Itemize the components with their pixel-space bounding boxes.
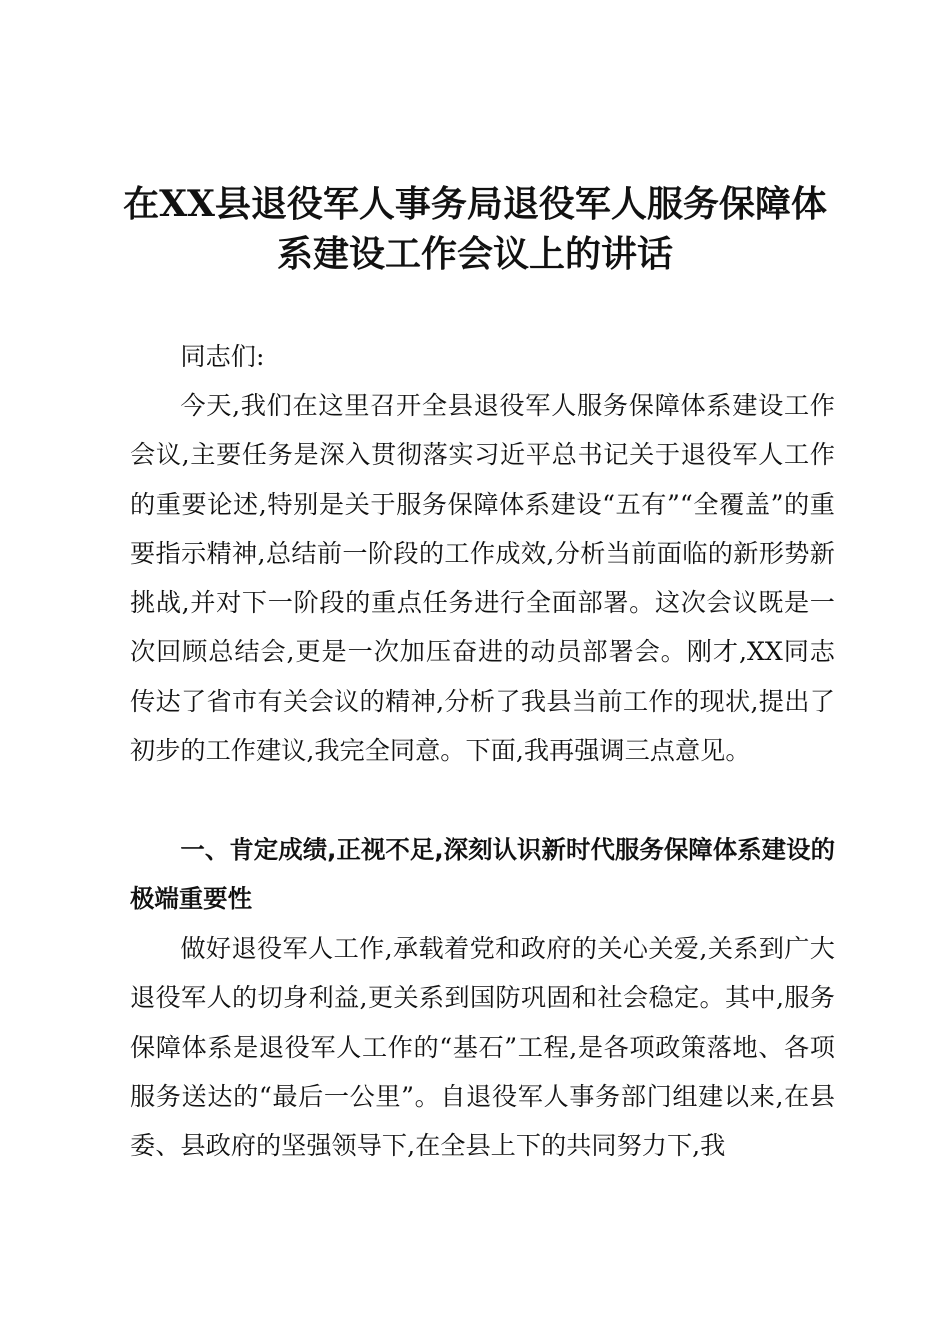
paragraph-section-1: 做好退役军人工作,承载着党和政府的关心关爱,关系到广大退役军人的切身利益,更关系到国防巩固和社会稳定。其中,服务保障体系是退役军人工作的“基石”工程,是各项政策落地、各项服务送达的“最后一公里”。自退役军人事务部门组建以来,在县委、县政府的坚强领导下,在全县上下的共同努力下,我: [130, 934, 835, 1161]
paragraph-opening: 今天,我们在这里召开全县退役军人服务保障体系建设工作会议,主要任务是深入贯彻落实习近平总书记关于退役军人工作的重要论述,特别是关于服务保障体系建设“五有”“全覆盖”的重要指示精神,总结前一阶段的工作成效,分析当前面临的新形势新挑战,并对下一阶段的重点任务进行全面部署。这次会议既是一次回顾总结会,更是一次加压奋进的动员部署会。刚才,XX同志传达了省市有关会议的精神,分析了我县当前工作的现状,提出了初步的工作建议,我完全同意。下面,我再强调三点意见。: [130, 391, 835, 766]
salutation: 同志们:: [180, 342, 265, 371]
section-heading-1: 一、肯定成绩,正视不足,深刻认识新时代服务保障体系建设的极端重要性: [130, 835, 835, 914]
document-title-line-1: 在XX县退役军人事务局退役军人服务保障体: [123, 183, 827, 225]
document-title-line-2: 系建设工作会议上的讲话: [276, 233, 673, 275]
